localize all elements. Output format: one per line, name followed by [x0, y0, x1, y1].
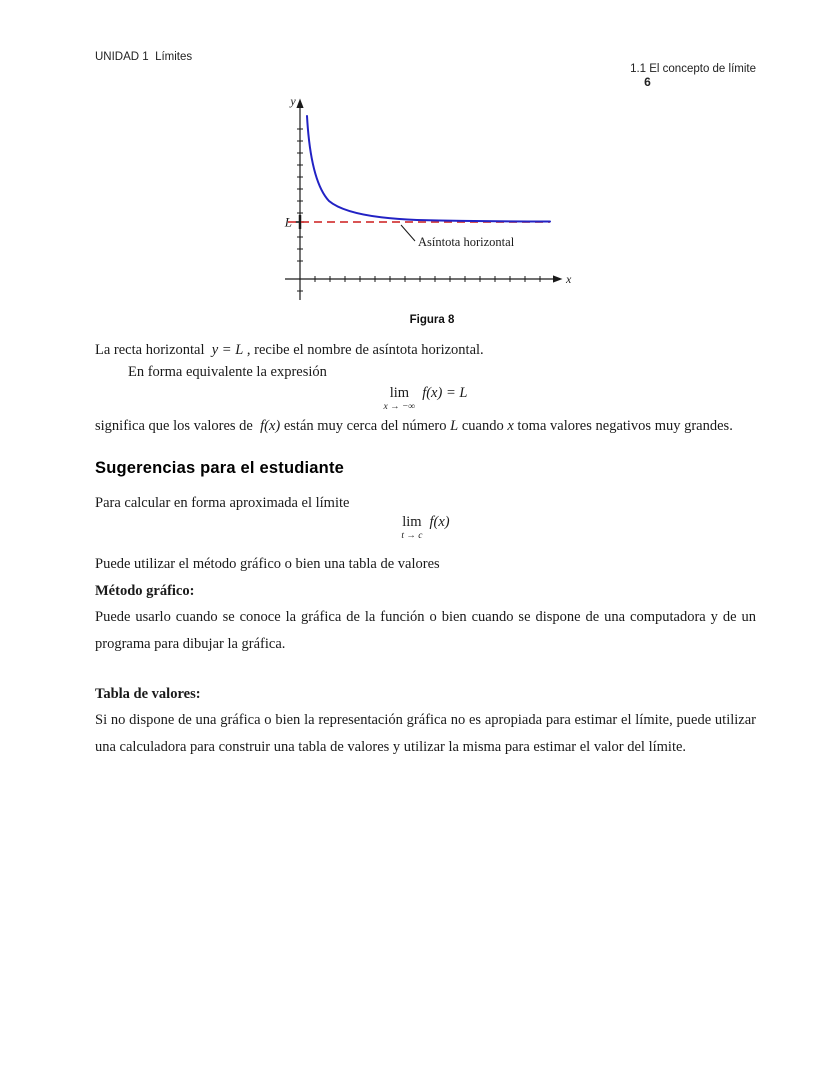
paragraph-recta-horizontal [95, 339, 756, 361]
paragraph-puede-utilizar: Puede utilizar el método gráfico o bien una tabla de valores [95, 556, 440, 572]
lim-expression: f(x) = L [422, 385, 468, 401]
figure-8-graph [282, 94, 582, 312]
page-content [95, 339, 756, 761]
lim-operator: lim [389, 385, 410, 401]
limit-value-label: L [284, 214, 292, 230]
text-run: , recibe el nombre de asíntota horizontal. [243, 342, 484, 358]
subheading-metodo-grafico: Método gráfico: [95, 583, 195, 599]
annotation-pointer-line [401, 225, 415, 241]
y-axis-label: y [290, 94, 296, 108]
function-curve [307, 116, 550, 222]
paragraph-tabla-valores: Si no dispone de una gráfica o bien la representación gráfica no es apropiada para estimar el límite, puede utilizar una calculadora para construir una tabla de valores y utilizar la misma para estimar el valor del límite. [95, 712, 756, 755]
limit-expression-2 [95, 514, 756, 542]
lim-operator: lim [402, 514, 422, 530]
paragraph-equivalente: En forma equivalente la expresión [128, 364, 327, 380]
y-axis-arrow [296, 99, 303, 109]
lim-block [384, 385, 416, 413]
subheading-tabla-valores: Tabla de valores: [95, 686, 201, 702]
text-run: están muy cerca del número [280, 418, 451, 434]
math-inline-y-equals-L: y = L [211, 342, 244, 358]
limit-expression-1 [95, 385, 756, 413]
x-axis-label: x [566, 272, 572, 286]
math-inline-fx: f(x) [260, 418, 281, 434]
paragraph-para-calcular: Para calcular en forma aproximada el límite [95, 495, 350, 511]
text-run: La recta horizontal [95, 342, 212, 358]
lim-expression: f(x) [429, 514, 450, 530]
x-axis-arrow [553, 275, 563, 282]
paragraph-metodo-grafico: Puede usarlo cuando se conoce la gráfica de la función o bien cuando se dispone de una computadora y de un programa para dibujar la gráfica. [95, 609, 756, 652]
figure-8 [282, 94, 582, 326]
asymptote-annotation: Asíntota horizontal [418, 235, 515, 249]
figure-caption: Figura 8 [409, 314, 455, 326]
paragraph-significa [95, 414, 756, 439]
lim-subscript: t → c [401, 531, 423, 541]
text-run: significa que los valores de [95, 418, 261, 434]
math-inline-L: L [450, 418, 459, 434]
lim-block [401, 514, 422, 542]
header-section-title: 1.1 El concepto de límite [630, 63, 756, 75]
text-run: cuando [458, 418, 508, 434]
page-number: 6 [644, 75, 651, 89]
section-heading-sugerencias: Sugerencias para el estudiante [95, 459, 345, 477]
lim-subscript: x → −∞ [383, 402, 416, 412]
text-run: toma valores negativos muy grandes. [513, 418, 733, 434]
header-unit-title: UNIDAD 1 Límites [95, 51, 193, 63]
math-inline-x: x [507, 418, 514, 434]
header-section [611, 51, 756, 101]
